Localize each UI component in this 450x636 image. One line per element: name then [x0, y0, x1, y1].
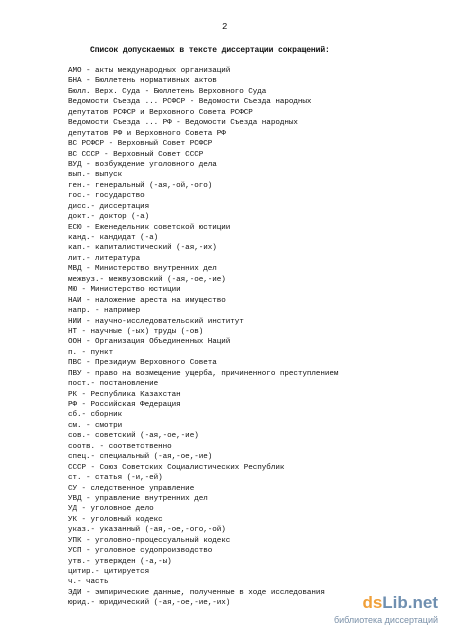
abbreviation-line: ген.- генеральный (-ая,-ой,-ого) — [68, 181, 213, 190]
abbreviation-line: вып.- выпуск — [68, 171, 123, 180]
abbreviations-list — [68, 66, 440, 609]
page-number: 2 — [222, 22, 228, 32]
dslib-logo — [362, 594, 438, 612]
abbreviation-line: УПК - уголовно-процессуальный кодекс — [68, 536, 231, 545]
abbreviation-line: ПВУ - право на возмещение ущерба, причиненного преступлением — [68, 369, 339, 378]
abbreviation-line: напр. - например — [68, 307, 141, 316]
abbreviation-line: НТ - научные (-ых) труды (-ов) — [68, 327, 204, 336]
abbreviation-line: цитир.- цитируется — [68, 568, 150, 576]
abbreviation-line: НАИ - наложение ареста на имущество — [68, 296, 226, 305]
abbreviation-line: РК - Республика Казахстан — [68, 390, 181, 399]
abbreviation-line: ЭДИ - эмпирические данные, полученные в ходе исследования — [68, 588, 325, 597]
abbreviations-heading: Список допускаемых в тексте диссертации сокращений: — [90, 46, 330, 55]
abbreviation-line: дисс.- диссертация — [68, 202, 150, 211]
abbreviation-line: Ведомости Съезда ... РФ - Ведомости Съезда народных — [68, 119, 298, 128]
abbreviation-line: СССР - Союз Советских Социалистических Республик — [68, 463, 285, 472]
abbreviation-line: УК - уголовный кодекс — [68, 515, 163, 524]
logo-ds-part: ds — [362, 593, 383, 612]
abbreviation-line: пост.- постановление — [68, 380, 159, 389]
abbreviation-line: сб.- сборник — [68, 411, 123, 420]
abbreviation-line: канд.- кандидат (-а) — [68, 234, 159, 242]
abbreviation-line: ст. - статья (-и,-ей) — [68, 474, 163, 483]
dslib-watermark — [328, 594, 438, 626]
abbreviation-line: АМО - акты международных организаций — [68, 67, 231, 75]
abbreviation-line: утв.- утвержден (-а,-ы) — [68, 557, 172, 566]
abbreviation-line: ч.- часть — [68, 578, 109, 587]
abbreviation-line: спец.- специальный (-ая,-ое,-ие) — [68, 453, 213, 462]
abbreviation-line: депутатов РФ и Верховного Совета РФ — [68, 129, 226, 138]
abbreviation-line: ООН - Организация Объединенных Наций — [68, 338, 231, 347]
abbreviation-line: УВД - управление внутренних дел — [68, 494, 208, 503]
abbreviation-line: докт.- доктор (-а) — [68, 213, 150, 222]
abbreviation-line: ЕСЮ - Еженедельник советской юстиции — [68, 223, 231, 232]
abbreviation-line: ВС РСФСР - Верховный Совет РСФСР — [68, 140, 213, 149]
abbreviation-line: УД - уголовное дело — [68, 505, 154, 514]
abbreviation-line: ПВС - Президиум Верховного Совета — [68, 359, 217, 368]
abbreviation-line: межвуз.- межвузовский (-ая,-ое,-ие) — [68, 275, 226, 284]
abbreviation-line: СУ - следственное управление — [68, 484, 195, 493]
abbreviation-line: депутатов РСФСР и Верховного Совета РСФСР — [68, 108, 253, 117]
abbreviation-line: лит.- литература — [68, 254, 141, 263]
abbreviation-line: см. - смотри — [68, 421, 123, 430]
abbreviation-line: Бюлл. Верх. Суда - Бюллетень Верховного Суда — [68, 87, 267, 96]
abbreviation-line: соотв. - соответственно — [68, 442, 172, 451]
abbreviation-line: гос.- государство — [68, 192, 145, 201]
abbreviation-line: Ведомости Съезда ... РСФСР - Ведомости Съезда народных — [68, 98, 312, 107]
watermark-caption: библиотека диссертаций — [333, 615, 438, 625]
abbreviation-line: МВД - Министерство внутренних дел — [68, 265, 217, 274]
abbreviation-line: НИИ - научно-исследовательский институт — [68, 317, 244, 326]
abbreviation-line: указ.- указанный (-ая,-ое,-ого,-ой) — [68, 526, 226, 535]
abbreviation-line: сов.- советский (-ая,-ое,-ие) — [68, 432, 199, 441]
abbreviation-line: БНА - Бюллетень нормативных актов — [68, 77, 217, 86]
abbreviation-line: п. - пункт — [68, 348, 114, 357]
abbreviation-line: ВУД - возбуждение уголовного дела — [68, 160, 217, 169]
abbreviation-line: УСП - уголовное судопроизводство — [68, 547, 213, 556]
abbreviation-line: МЮ - Министерство юстиции — [68, 286, 181, 295]
logo-lib-part: Lib.net — [382, 593, 438, 612]
abbreviation-line: ВС СССР - Верховный Совет СССР — [68, 150, 204, 159]
abbreviation-line: юрид.- юридический (-ая,-ое,-ие,-их) — [68, 599, 231, 608]
abbreviation-line: кап.- капиталистический (-ая,-их) — [68, 244, 217, 253]
abbreviation-line: РФ - Российская Федерация — [68, 401, 181, 409]
